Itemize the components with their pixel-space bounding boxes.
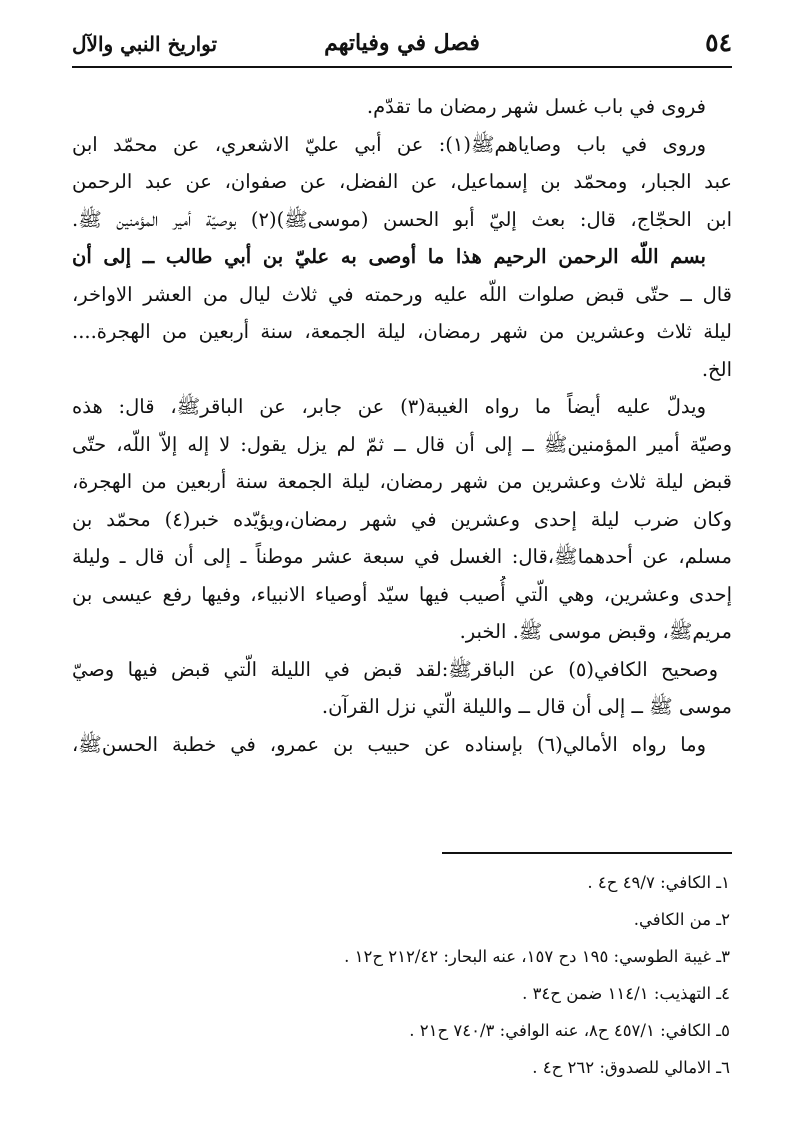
page-header	[72, 30, 732, 60]
book-title: تواريخ النبي والآل	[72, 32, 218, 56]
text-line: وصحيح الكافي(٥) عن الباقرﷺ:لقد قبض في الليلة الّتي قبض فيها وصيّ	[72, 657, 719, 681]
footnote: ٦ـ الامالي للصدوق: ٢٦٢ ح٤ .	[532, 1058, 730, 1077]
footnote: ٤ـ التهذيب: ١١٤/١ ضمن ح٣٤ .	[522, 984, 730, 1003]
body-text	[72, 88, 732, 763]
text-line: وصيّة أمير المؤمنينﷺ ــ إلى أن قال ــ ثمّ لم يزل يقول: لا إله إلاّ اللّه، حتّى	[72, 432, 732, 456]
text-line: مريمﷺ، وقبض موسى ﷺ. الخبر.	[459, 620, 732, 643]
text-line: ليلة ثلاث وعشرين من شهر رمضان، ليلة الجمعة، سنة أربعين من الهجرة....	[72, 320, 732, 343]
text-line: ابن الحجّاج، قال: بعث إليّ أبو الحسن (موسىﷺ)(٢) بوصيّة أمير المؤمنين ﷺ.	[72, 207, 732, 231]
text-line: بسم اللّه الرحمن الرحيم هذا ما أوصى به عليّ بن أبي طالب ــ إلى أن	[72, 245, 706, 268]
text-line: قال ــ حتّى قبض صلوات اللّه عليه ورحمته في ثلاث ليال من العشر الاواخر،	[72, 282, 732, 306]
text-line: فروى في باب غسل شهر رمضان ما تقدّم.	[366, 95, 706, 118]
footnote-rule	[442, 852, 732, 854]
text-line: موسى ﷺ ــ إلى أن قال ــ والليلة الّتي نزل القرآن.	[321, 695, 732, 718]
footnote: ٣ـ غيبة الطوسي: ١٩٥ دح ١٥٧، عنه البحار: ٢١٢/٤٢ ح١٢ .	[344, 947, 730, 966]
text-line: وروى في باب وصاياهمﷺ(١): عن أبي عليّ الاشعري، عن محمّد ابن	[72, 132, 706, 156]
footnote: ١ـ الكافي: ٤٩/٧ ح٤ .	[587, 873, 730, 892]
footnote: ٢ـ من الكافي.	[633, 910, 730, 929]
text-line: الخ.	[701, 357, 732, 381]
text-line: إحدى وعشرين، وهي الّتي أُصيب فيها سيّد أوصياء الانبياء، وفيها رفع عيسى بن	[72, 582, 732, 606]
text-line: قبض ليلة ثلاث وعشرين من شهر رمضان، ليلة الجمعة سنة أربعين من الهجرة،	[72, 470, 732, 493]
text-line: مسلم، عن أحدهماﷺ،قال: الغسل في سبعة عشر موطناً ـ إلى أن قال ـ وليلة	[72, 545, 732, 568]
footnote: ٥ـ الكافي: ٤٥٧/١ ح٨، عنه الوافي: ٧٤٠/٣ ح٢١ .	[409, 1021, 730, 1040]
page-number: ٥٤	[705, 28, 732, 57]
chapter-title: فصل في وفياتهم	[324, 30, 480, 56]
text-line: ويدلّ عليه أيضاً ما رواه الغيبة(٣) عن جابر، عن الباقرﷺ، قال: هذه	[72, 395, 706, 418]
text-line: عبد الجبار، ومحمّد بن إسماعيل، عن الفضل، عن صفوان، عن عبد الرحمن	[72, 170, 732, 193]
header-rule	[72, 66, 732, 68]
footnotes	[150, 864, 730, 1086]
text-line: وما رواه الأمالي(٦) بإسناده عن حبيب بن عمرو، في خطبة الحسنﷺ،	[72, 732, 706, 756]
text-line: وكان ضرب ليلة إحدى وعشرين في شهر رمضان،ويؤيّده خبر(٤) محمّد بن	[72, 507, 732, 531]
